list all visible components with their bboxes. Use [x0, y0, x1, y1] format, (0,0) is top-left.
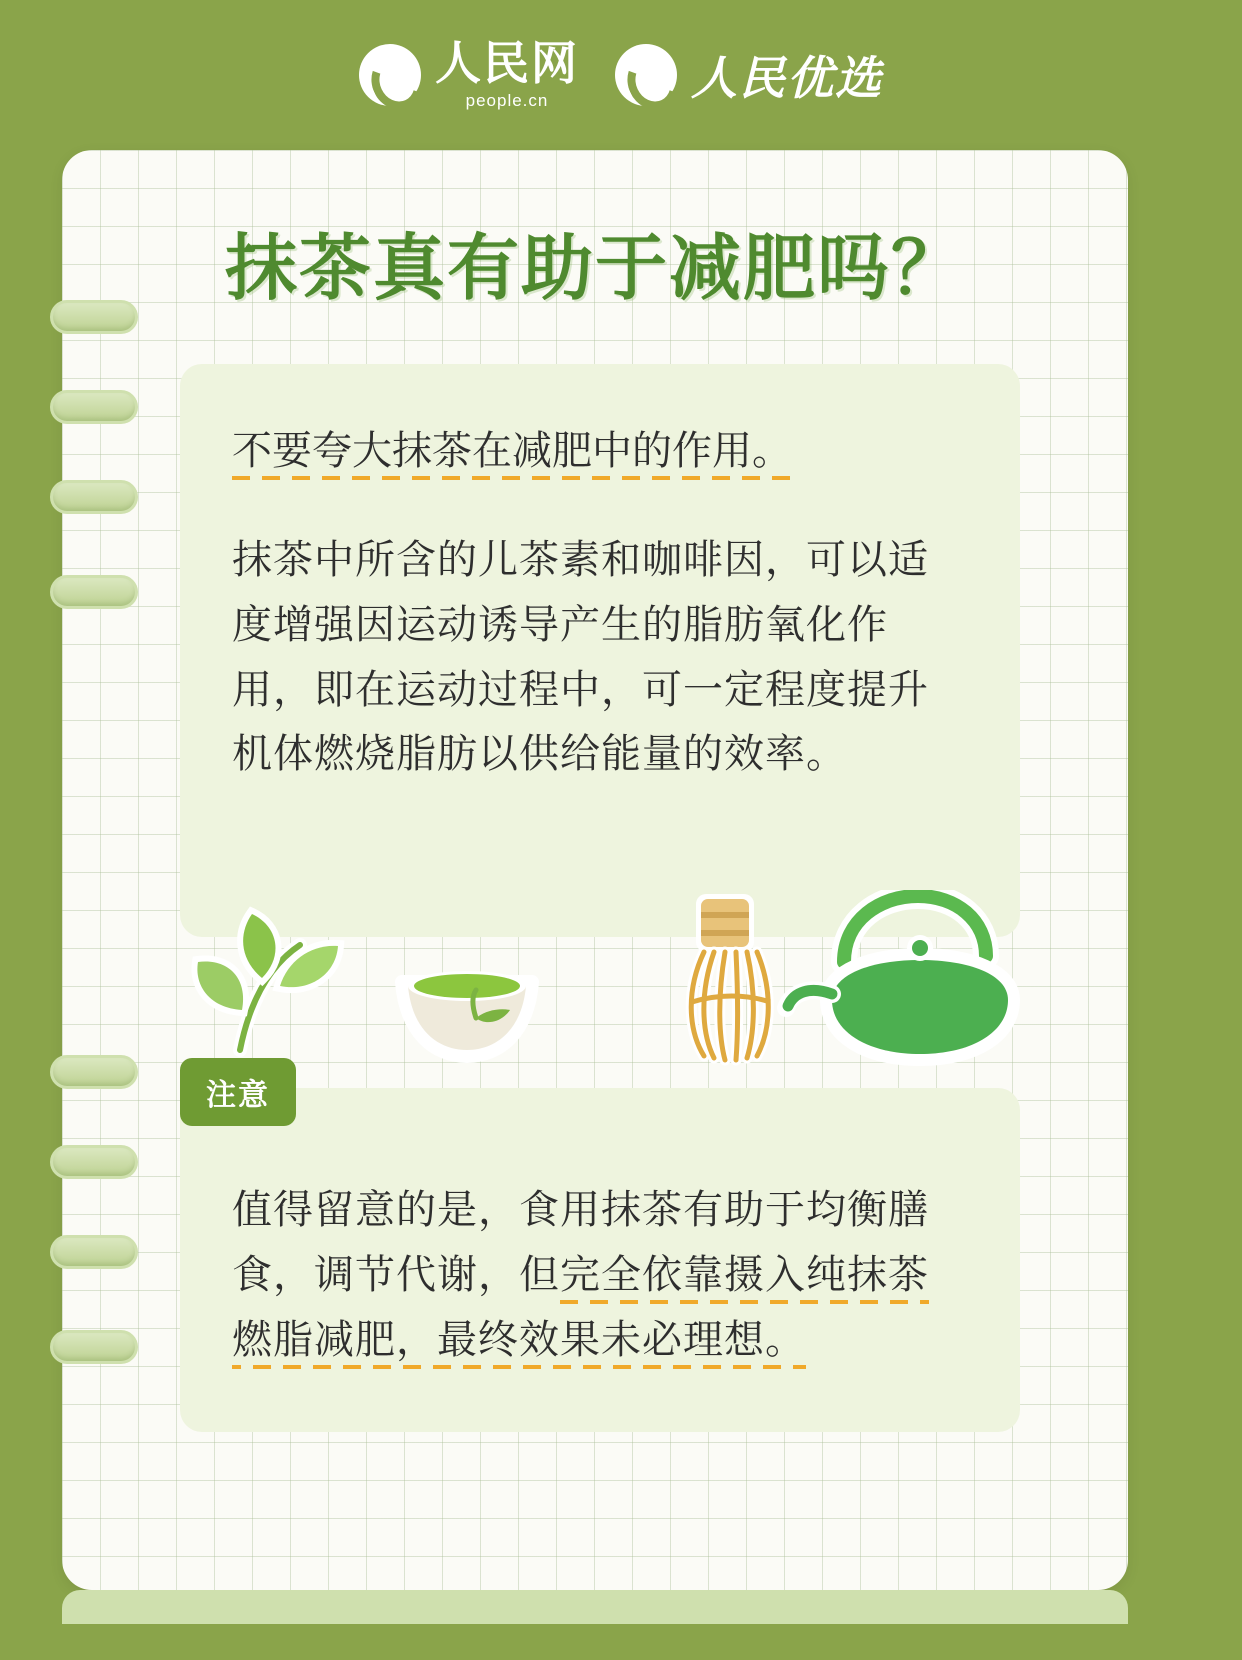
footer-strip [62, 1590, 1128, 1624]
lead-sentence-wrap [232, 420, 968, 482]
body-paragraph: 抹茶中所含的儿茶素和咖啡因，可以适度增强因运动诱导产生的脂肪氧化作用，即在运动过程中，可一定程度提升机体燃烧脂肪以供给能量的效率。 [232, 537, 929, 778]
bamboo-whisk-icon [691, 894, 770, 1060]
notice-text-marked: 完全依靠摄入纯抹茶燃脂减肥，最终效果未必理想。 [232, 1252, 929, 1369]
notice-card [180, 1088, 1020, 1432]
people-cn-wordmark [435, 38, 579, 110]
lead-sentence: 不要夸大抹茶在减肥中的作用。 [232, 428, 792, 482]
main-content-card [180, 364, 1020, 937]
tea-leaves-icon [197, 914, 338, 1050]
matcha-bowl-icon [402, 971, 532, 1056]
people-youxuan-circle-icon [615, 44, 677, 106]
teapot-icon [786, 896, 1012, 1058]
people-cn-domain: people.cn [465, 91, 549, 110]
brand-header [0, 0, 1242, 150]
people-cn-label: 人民网 [435, 38, 579, 89]
logo-people-cn [359, 38, 579, 110]
logo-people-youxuan [615, 42, 883, 108]
notice-badge: 注意 [180, 1058, 296, 1126]
notice-text-plain: 值得留意的是，食用抹茶有助于均衡膳食，调节代谢，但 [232, 1187, 929, 1298]
illustration-row [180, 890, 1020, 1070]
page-title: 抹茶真有助于减肥吗？ [224, 226, 965, 310]
notice-paragraph [232, 1178, 968, 1372]
notebook-page [62, 150, 1128, 1590]
people-cn-circle-icon [359, 44, 421, 106]
people-youxuan-label: 人民优选 [691, 53, 883, 104]
